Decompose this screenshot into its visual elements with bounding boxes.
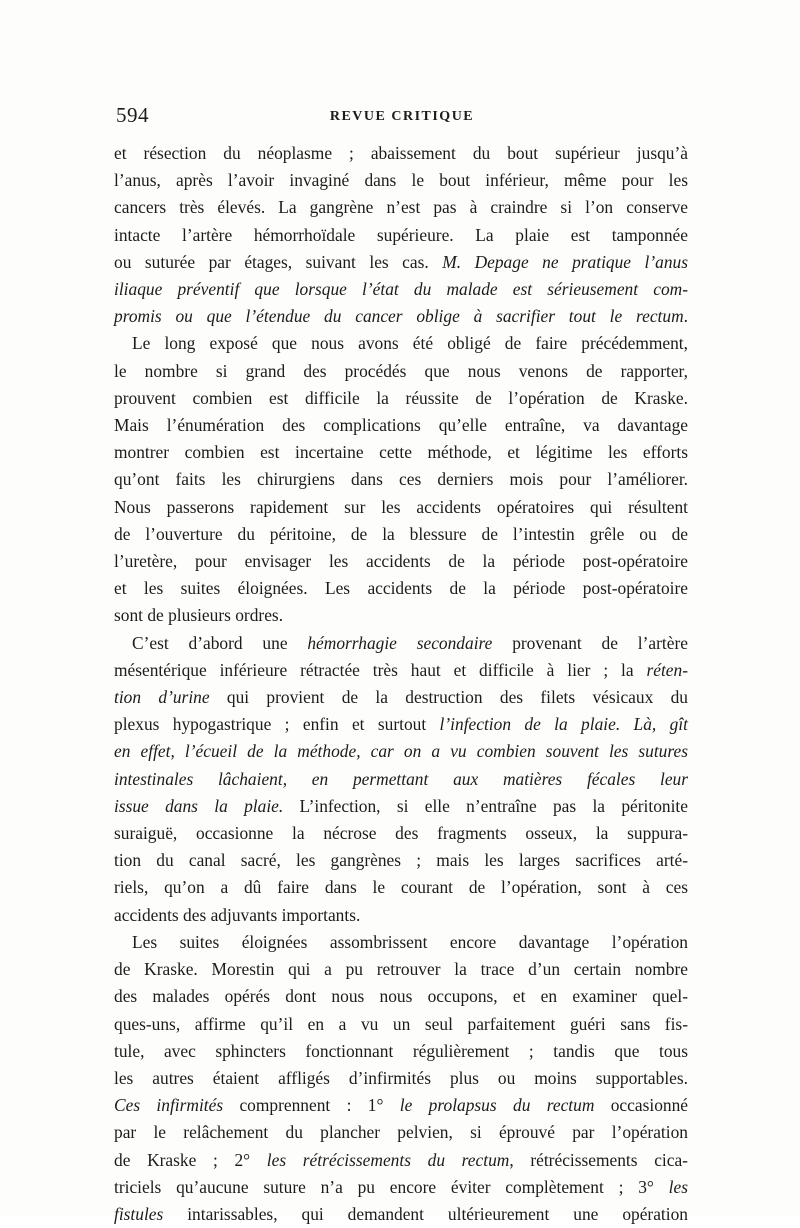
italic-segment: les rétrécissements du rectum bbox=[266, 1149, 510, 1170]
running-title: REVUE CRITIQUE bbox=[329, 109, 475, 124]
text-segment: qu’ont faits les chirurgiens dans ces derniers mois pour l’améliorer. bbox=[114, 469, 688, 490]
text-line bbox=[114, 956, 688, 983]
italic-segment: réten- bbox=[646, 659, 688, 680]
text-line bbox=[114, 1147, 688, 1174]
text-line bbox=[114, 874, 688, 901]
text-segment: intacte l’artère hémorrhoïdale supérieure. La plaie est tamponnée bbox=[114, 224, 688, 245]
text-line bbox=[114, 684, 688, 711]
text-line bbox=[114, 330, 688, 357]
italic-segment: fistules bbox=[114, 1203, 164, 1224]
text-line bbox=[114, 303, 688, 330]
text-line bbox=[114, 1011, 688, 1038]
text-line bbox=[114, 249, 688, 276]
text-segment: cancers très élevés. La gangrène n’est pas à craindre si l’on conserve bbox=[114, 197, 688, 218]
text-segment: , rétrécissements cica- bbox=[509, 1149, 688, 1170]
text-segment: de Kraske. Morestin qui a pu retrouver la trace d’un certain nombre bbox=[114, 959, 688, 980]
text-line bbox=[114, 521, 688, 548]
text-line bbox=[114, 194, 688, 221]
text-segment: L’infection, si elle n’entraîne pas la péritonite bbox=[283, 795, 688, 816]
text-line bbox=[114, 793, 688, 820]
text-segment: les autres étaient affligés d’infirmités plus ou moins supportables. bbox=[114, 1067, 688, 1088]
text-line bbox=[114, 738, 688, 765]
text-segment: accidents des adjuvants importants. bbox=[114, 904, 361, 925]
page-number: 594 bbox=[116, 103, 149, 127]
text-segment: qui provient de la destruction des filets vésicaux du bbox=[209, 687, 688, 708]
text-line bbox=[114, 1065, 688, 1092]
text-line bbox=[114, 1092, 688, 1119]
italic-segment: issue dans la plaie. bbox=[114, 795, 284, 816]
text-segment: prouvent combien est difficile la réussite de l’opération de Kraske. bbox=[114, 387, 688, 408]
text-line bbox=[114, 1119, 688, 1146]
text-segment: plexus hypogastrique ; enfin et surtout bbox=[114, 714, 440, 735]
text-line bbox=[114, 902, 688, 929]
text-segment: l’uretère, pour envisager les accidents de la période post-opératoire bbox=[114, 551, 688, 572]
text-line bbox=[114, 1038, 688, 1065]
text-segment: Nous passerons rapidement sur les accidents opératoires qui résultent bbox=[114, 496, 688, 517]
text-segment: mésentérique inférieure rétractée très haut et difficile à lier ; la bbox=[114, 659, 647, 680]
text-line bbox=[114, 711, 688, 738]
italic-segment: Ces infirmités bbox=[114, 1095, 224, 1116]
text-segment: occasionné bbox=[594, 1095, 688, 1116]
text-line bbox=[114, 466, 688, 493]
text-line bbox=[114, 847, 688, 874]
text-segment: et résection du néoplasme ; abaissement du bout supérieur jusqu’à bbox=[114, 143, 688, 163]
text-segment: de Kraske ; 2° bbox=[114, 1149, 267, 1170]
text-segment: le nombre si grand des procédés que nous venons de rapporter, bbox=[114, 360, 688, 381]
italic-segment: tion d’urine bbox=[114, 687, 210, 708]
text-segment: . bbox=[683, 306, 688, 327]
text-segment: provenant de l’artère bbox=[492, 632, 688, 653]
body-text bbox=[114, 140, 688, 1228]
text-segment: l’anus, après l’avoir invaginé dans le bout inférieur, même pour les bbox=[114, 170, 688, 191]
text-line bbox=[114, 820, 688, 847]
text-line bbox=[114, 1201, 688, 1228]
text-line bbox=[114, 412, 688, 439]
text-line bbox=[114, 385, 688, 412]
text-line bbox=[114, 222, 688, 249]
text-line bbox=[114, 1174, 688, 1201]
running-head bbox=[116, 103, 688, 129]
text-segment: comprennent : 1° bbox=[223, 1095, 400, 1116]
text-line bbox=[114, 657, 688, 684]
text-line bbox=[114, 548, 688, 575]
text-segment: et les suites éloignées. Les accidents de la période post-opératoire bbox=[114, 578, 688, 599]
text-line bbox=[114, 494, 688, 521]
italic-segment: promis ou que l’étendue du cancer oblige à sacrifier tout le rectum bbox=[114, 306, 684, 327]
text-line bbox=[114, 929, 688, 956]
text-segment: riels, qu’on a dû faire dans le courant de l’opération, sont à ces bbox=[114, 877, 688, 898]
text-line bbox=[114, 167, 688, 194]
text-segment: de l’ouverture du péritoine, de la blessure de l’intestin grêle ou de bbox=[114, 523, 688, 544]
italic-segment: le prolapsus du rectum bbox=[399, 1095, 595, 1116]
text-segment: tule, avec sphincters fonctionnant régulièrement ; tandis que tous bbox=[114, 1040, 688, 1061]
text-line bbox=[114, 766, 688, 793]
text-segment: Mais l’énumération des complications qu’elle entraîne, va davantage bbox=[114, 415, 688, 436]
text-segment: ques-uns, affirme qu’il en a vu un seul parfaitement guéri sans fis- bbox=[114, 1013, 688, 1034]
text-segment: ou suturée par étages, suivant les cas. bbox=[114, 251, 443, 272]
italic-segment: en effet, l’écueil de la méthode, car on a vu combien souvent les sutures bbox=[114, 741, 688, 762]
text-segment: tion du canal sacré, les gangrènes ; mais les larges sacrifices arté- bbox=[114, 850, 688, 871]
text-segment: C’est d’abord une bbox=[132, 632, 308, 653]
text-line bbox=[114, 358, 688, 385]
text-line bbox=[114, 439, 688, 466]
text-segment: Les suites éloignées assombrissent encore davantage l’opération bbox=[132, 931, 688, 952]
text-segment: triciels qu’aucune suture n’a pu encore éviter complètement ; 3° bbox=[114, 1176, 669, 1197]
text-line bbox=[114, 983, 688, 1010]
text-segment: montrer combien est incertaine cette méthode, et légitime les efforts bbox=[114, 442, 688, 463]
text-line bbox=[114, 630, 688, 657]
text-segment: Le long exposé que nous avons été obligé de faire précédemment, bbox=[132, 333, 688, 354]
italic-segment: l’infection de la plaie. Là, gît bbox=[439, 714, 688, 735]
italic-segment: M. Depage ne pratique l’anus bbox=[442, 251, 688, 272]
text-line bbox=[114, 575, 688, 602]
italic-segment: intestinales lâchaient, en permettant aux matières fécales leur bbox=[114, 768, 688, 789]
italic-segment: iliaque préventif que lorsque l’état du malade est sérieusement com- bbox=[114, 279, 688, 300]
text-segment: intarissables, qui demandent ultérieurement une opération bbox=[163, 1203, 688, 1224]
italic-segment: les bbox=[668, 1176, 688, 1197]
text-segment: par le relâchement du plancher pelvien, si éprouvé par l’opération bbox=[114, 1122, 688, 1143]
text-segment: suraiguë, occasionne la nécrose des fragments osseux, la suppura- bbox=[114, 823, 688, 844]
text-segment: des malades opérés dont nous nous occupons, et en examiner quel- bbox=[114, 986, 688, 1007]
text-line bbox=[114, 140, 688, 167]
text-line bbox=[114, 602, 688, 629]
italic-segment: hémorrhagie secondaire bbox=[307, 632, 493, 653]
text-line bbox=[114, 276, 688, 303]
text-segment: sont de plusieurs ordres. bbox=[114, 605, 284, 626]
